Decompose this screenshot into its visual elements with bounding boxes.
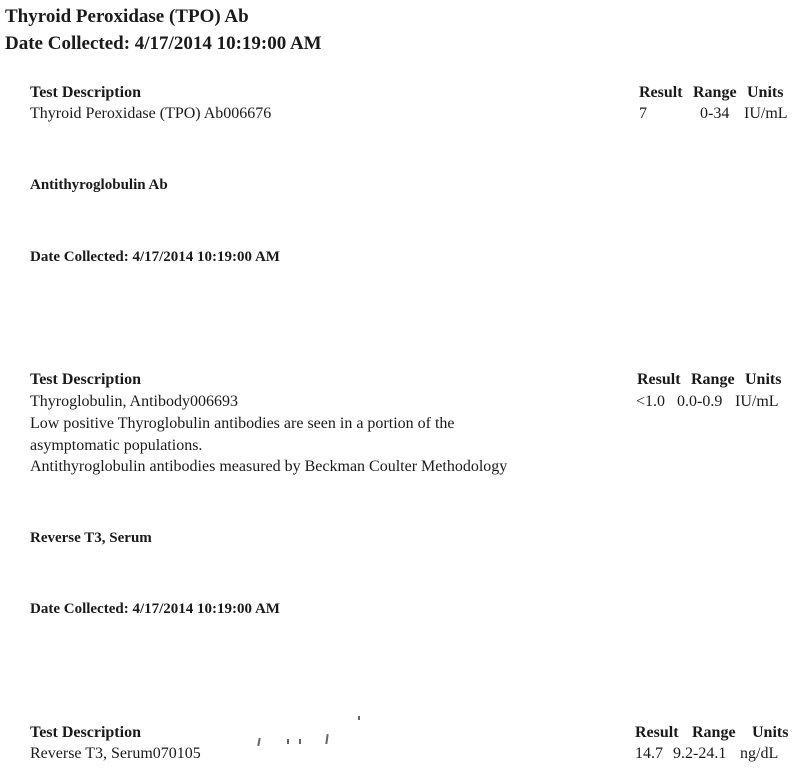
test-description: Reverse T3, Serum070105: [30, 745, 201, 762]
test-result: <1.0: [636, 393, 666, 410]
test-range: 0-34: [700, 105, 730, 122]
test-units: IU/mL: [744, 105, 788, 122]
range-header: Range: [693, 84, 737, 101]
section-date-collected: Date Collected: 4/17/2014 10:19:00 AM: [30, 601, 280, 617]
scan-speck: [299, 739, 301, 744]
result-header: Result: [635, 724, 679, 741]
test-units: ng/dL: [740, 745, 779, 762]
range-header: Range: [692, 724, 736, 741]
test-note: Antithyroglobulin antibodies measured by Beckman Coulter Methodology: [30, 458, 508, 475]
test-note: asymptomatic populations.: [30, 437, 203, 454]
range-header: Range: [691, 371, 735, 388]
scan-speck: [358, 716, 360, 720]
scan-speck: [257, 738, 260, 746]
result-header: Result: [639, 84, 683, 101]
section-title: Reverse T3, Serum: [30, 530, 152, 546]
page-title: Thyroid Peroxidase (TPO) Ab: [5, 6, 249, 27]
test-range: 0.0-0.9: [677, 393, 723, 410]
test-description-header: Test Description: [30, 84, 141, 101]
units-header: Units: [747, 84, 784, 101]
test-description: Thyroglobulin, Antibody006693: [30, 393, 238, 410]
test-description-header: Test Description: [30, 371, 141, 388]
test-units: IU/mL: [735, 393, 779, 410]
section-title: Antithyroglobulin Ab: [30, 177, 168, 193]
result-header: Result: [637, 371, 681, 388]
test-result: 7: [639, 105, 647, 122]
test-description: Thyroid Peroxidase (TPO) Ab006676: [30, 105, 272, 122]
test-note: Low positive Thyroglobulin antibodies are seen in a portion of the: [30, 415, 455, 432]
scan-speck: [287, 739, 289, 744]
test-description-header: Test Description: [30, 724, 141, 741]
test-range: 9.2-24.1: [673, 745, 727, 762]
test-result: 14.7: [635, 745, 663, 762]
scan-speck: [325, 734, 328, 744]
header-date-collected: Date Collected: 4/17/2014 10:19:00 AM: [5, 33, 322, 54]
units-header: Units: [745, 371, 782, 388]
units-header: Units: [752, 724, 789, 741]
section-date-collected: Date Collected: 4/17/2014 10:19:00 AM: [30, 249, 280, 265]
